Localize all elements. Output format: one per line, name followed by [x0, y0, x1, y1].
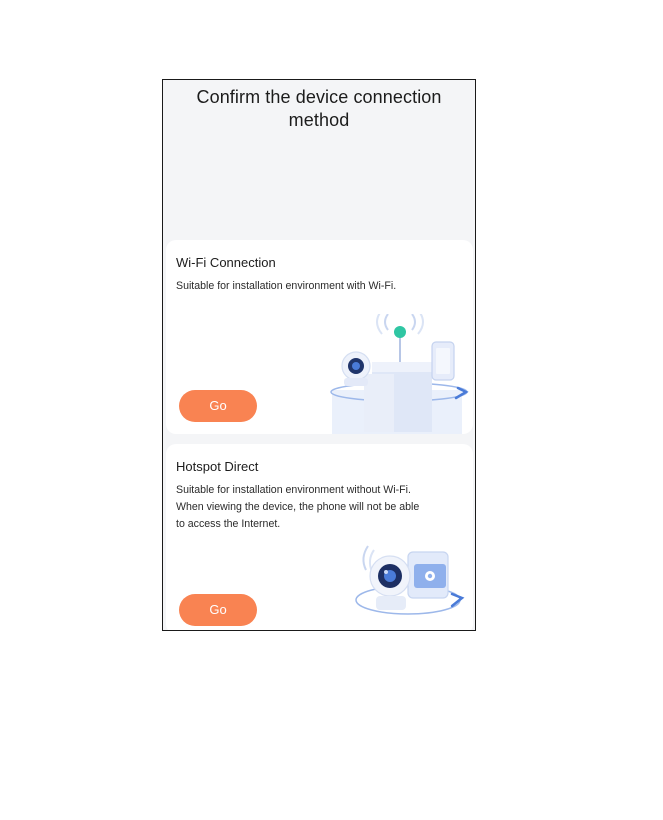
page-title-line-2: method [288, 110, 350, 130]
camera-phone-hotspot-illustration [352, 540, 472, 631]
wifi-connection-title: Wi-Fi Connection [176, 255, 276, 270]
wifi-connection-go-button[interactable]: Go [179, 390, 257, 422]
wifi-connection-description: Suitable for installation environment with Wi-Fi. [176, 280, 397, 292]
page-title-line-1: Confirm the device connection [196, 87, 442, 107]
hotspot-description-line-2: When viewing the device, the phone will not be able [176, 501, 420, 513]
wifi-connection-card[interactable] [166, 240, 473, 434]
wifi-router-camera-phone-illustration [324, 314, 473, 434]
hotspot-direct-description [176, 482, 471, 533]
hotspot-description-line-1: Suitable for installation environment without Wi-Fi. [176, 484, 411, 496]
hotspot-direct-title: Hotspot Direct [176, 459, 259, 474]
hotspot-description-line-3: to access the Internet. [176, 518, 281, 530]
page-title [163, 86, 475, 132]
hotspot-direct-card[interactable] [166, 444, 473, 631]
hotspot-direct-go-button[interactable]: Go [179, 594, 257, 626]
phone-screen [162, 79, 476, 631]
